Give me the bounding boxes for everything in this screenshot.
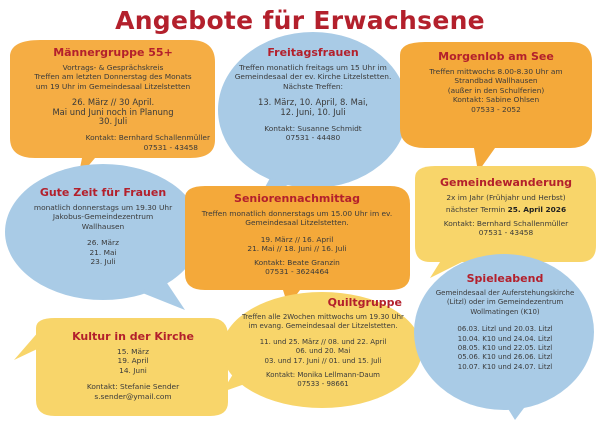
page-title: Angebote für Erwachsene [115, 6, 485, 35]
date-line: 06.03. Litzl und 20.03. Litzl [457, 325, 553, 334]
date-line: 13. März, 10. April, 8. Mai, [258, 97, 368, 108]
card-quiltgruppe [228, 296, 418, 390]
text-line: 2x im Jahr (Frühjahr und Herbst) [446, 193, 566, 202]
next-date-line [418, 205, 594, 214]
text-line: Gemeindesaal Litzelstetten. [245, 218, 349, 228]
contact-line: 07533 - 2052 [471, 104, 521, 114]
heading-maennergruppe: Männergruppe 55+ [53, 46, 173, 59]
date-line: 21. Mai [89, 247, 117, 257]
date-line: 11. und 25. März // 08. und 22. April [259, 337, 387, 346]
contact-line: 07531 - 3624464 [265, 267, 329, 277]
date-line: 10.07. K10 und 24.07. Litzl [457, 362, 553, 371]
heading-kultur: Kultur in der Kirche [72, 330, 194, 343]
text-line: Jakobus-Gemeindezentrum [52, 212, 154, 222]
text-line: (außer in den Schulferien) [447, 85, 545, 95]
contact-line: Kontakt: Beate Granzin [254, 257, 340, 267]
heading-gutezeit: Gute Zeit für Frauen [39, 186, 167, 199]
date-line: 30. Juli [98, 116, 128, 127]
contact-line: 07533 - 98661 [297, 380, 349, 389]
card-gemeindewanderung [418, 176, 594, 238]
text-line: im evang. Gemeindesaal der Litzelstetten. [248, 322, 398, 331]
contact-line: Kontakt: Bernhard Schallenmüller [85, 133, 210, 143]
contact-line: 07531 - 43458 [478, 228, 534, 238]
contact-line: Kontakt: Monika Lellmann-Daum [266, 371, 380, 380]
date-line: 08.05. K10 und 22.05. Litzl [457, 344, 553, 353]
date-line: 21. Mai // 18. Juni // 16. Juli [247, 244, 347, 254]
date-line: 23. Juli [90, 257, 116, 267]
text-line: Treffen monatlich donnerstags um 15.00 Uhr im ev. [201, 209, 393, 218]
text-line: Treffen mittwochs 8.00-8.30 Uhr am [429, 67, 563, 76]
text-line: Treffen am letzten Donnerstag des Monats [34, 72, 192, 82]
text-line: Strandbad Wallhausen [454, 76, 538, 86]
date-line: 26. März [87, 238, 119, 248]
card-gutezeit [14, 186, 192, 266]
date-line: 03. und 17. Juni // 01. und 15. Juli [264, 356, 382, 365]
text-line: Treffen monatlich freitags um 15 Uhr im [239, 63, 387, 72]
text-line: monatlich donnerstags um 19.30 Uhr [33, 203, 173, 212]
card-morgenlob [402, 50, 590, 114]
date-line: 15. März [117, 347, 149, 356]
date-line: 12. Juni, 10. Juli [280, 106, 346, 117]
contact-line: Kontakt: Stefanie Sender [86, 382, 180, 392]
contact-line: Kontakt: Bernhard Schallenmüller [443, 218, 569, 228]
card-kultur [40, 330, 226, 401]
date-line: 19. März // 16. April [260, 234, 334, 244]
date-line: 26. März // 30 April. [71, 97, 155, 108]
text-line: Wollmatingen (K10) [470, 307, 540, 316]
text-line: Nächste Treffen: [282, 81, 344, 91]
date-line: 10.04. K10 und 24.04. Litzl [457, 334, 553, 343]
contact-line: Kontakt: Sabine Ohlsen [452, 95, 540, 105]
text-line: Vortrags- & Gesprächskreis [62, 63, 164, 72]
contact-line: 07531 - 43458 [143, 142, 198, 152]
date-line: 05.06. K10 und 26.06. Litzl [457, 353, 553, 362]
next-date-prefix: nächster Termin [445, 205, 508, 215]
text-line: (Litzl) oder im Gemeindezentrum [446, 298, 564, 307]
card-spieleabend [420, 272, 590, 372]
contact-line: s.sender@ymail.com [94, 391, 172, 401]
heading-senioren: Seniorennachmittag [234, 192, 360, 205]
date-line: 19. April [117, 356, 149, 366]
heading-freitagsfrauen: Freitagsfrauen [267, 46, 359, 59]
text-line: um 19 Uhr im Gemeindesaal Litzelstetten [35, 81, 191, 91]
heading-quiltgruppe: Quiltgruppe [327, 296, 402, 309]
text-line: Treffen alle 2Wochen mittwochs um 19.30 Uhr [242, 313, 404, 321]
contact-line: 07531 - 44480 [285, 133, 341, 143]
date-line: 14. Juni [119, 365, 147, 375]
date-line: 06. und 20. Mai [295, 347, 351, 356]
card-maennergruppe [12, 46, 214, 152]
text-line: Gemeindesaal der ev. Kirche Litzelstetten. [234, 72, 392, 82]
heading-gemeindewanderung: Gemeindewanderung [439, 176, 573, 189]
card-senioren [186, 192, 408, 276]
card-freitagsfrauen [222, 46, 404, 143]
text-line: Gemeindesaal der Auferstehungskirche [435, 289, 575, 297]
heading-morgenlob: Morgenlob am See [438, 50, 554, 63]
date-line: Mai und Juni noch in Planung [52, 106, 174, 117]
heading-spieleabend: Spieleabend [466, 272, 544, 285]
text-line: Wallhausen [81, 221, 125, 231]
next-date-value: 25. April 2026 [507, 205, 567, 215]
contact-line: Kontakt: Susanne Schmidt [264, 124, 362, 134]
